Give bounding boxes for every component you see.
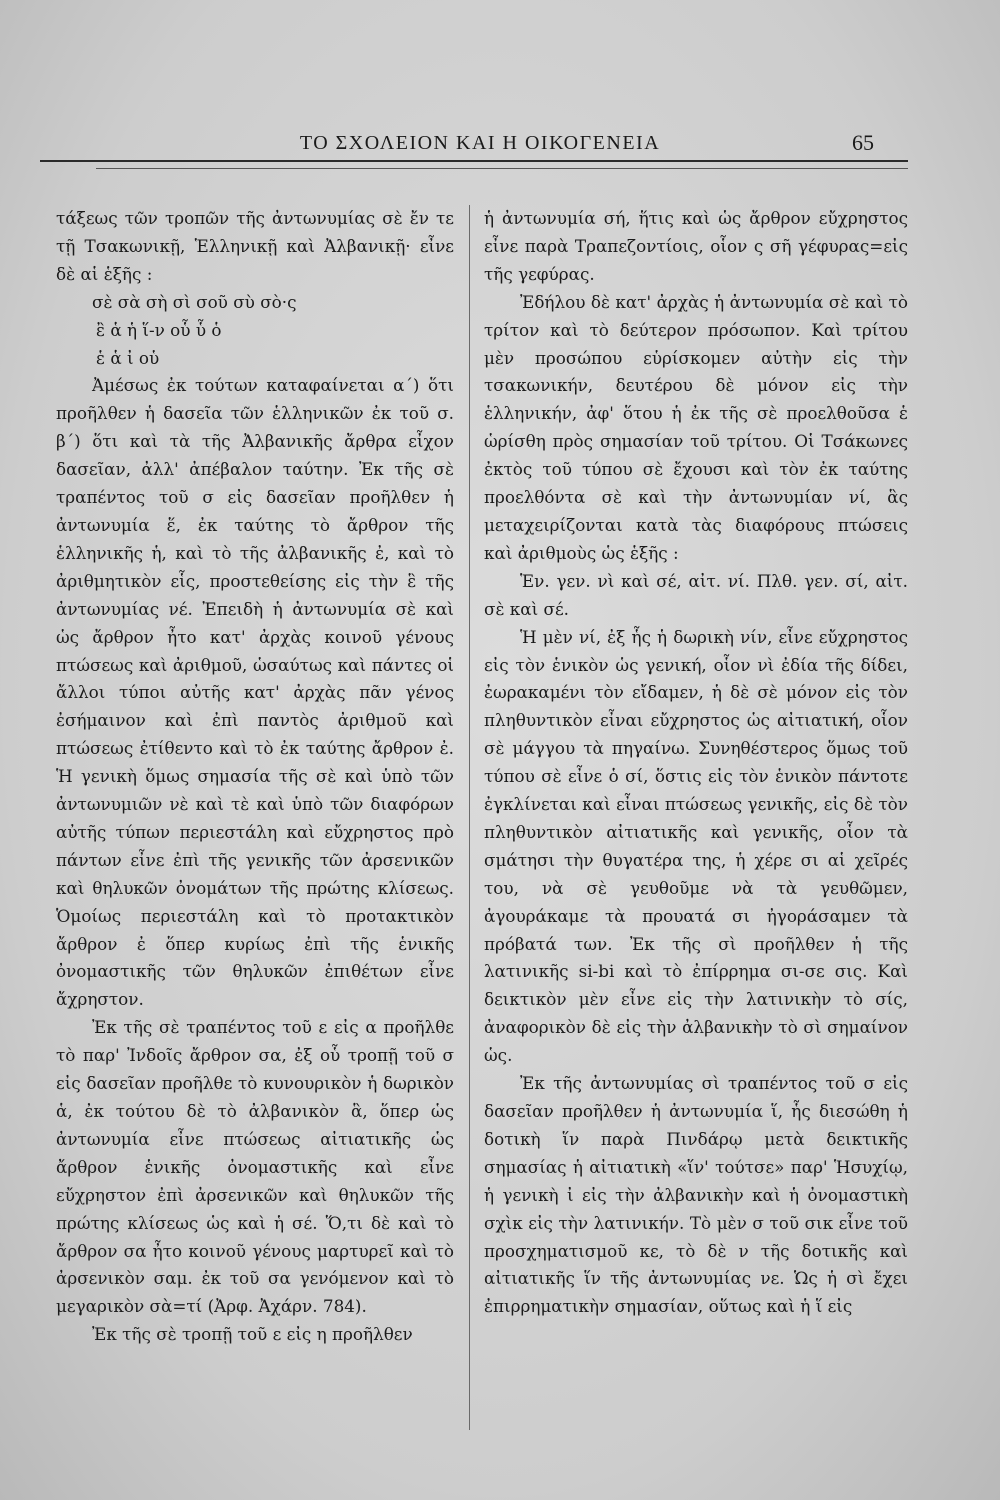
pronoun-paradigm-table (56, 289, 454, 373)
running-title: ΤΟ ΣΧΟΛΕΙΟΝ ΚΑΙ Η ΟΙΚΟΓΕΝΕΙΑ (299, 132, 661, 154)
paradigm-row: σὲ σὰ σὴ σὶ σοῦ σὺ σὸ·ς (92, 291, 297, 312)
paragraph: Ἀμέσως ἐκ τούτων καταφαίνεται α΄) ὅτι προῆλθεν ἡ δασεῖα τῶν ἑλληνικῶν ἐκ τοῦ σ. β΄) ὅτι καὶ τὰ τῆς Ἀλβανικῆς ἄρθρα εἶχον δασεῖαν, ἀλλ' ἀπέβαλον ταύτην. Ἐκ τῆς σὲ τραπέντος τοῦ σ εἰς δασεῖαν προῆλθεν ἡ ἀντωνυμία ἕ, ἐκ ταύτης τὸ ἄρθρον τῆς ἑλληνικῆς ἡ, καὶ τὸ τῆς ἀλβανικῆς ἐ, καὶ τὸ ἀριθμητικὸν εἷς, προστεθείσης εἰς τὴν ἓ τῆς ἀντωνυμίας νέ. Ἐπειδὴ ἡ ἀντωνυμία σὲ καὶ ὡς ἄρθρον ἦτο κατ' ἀρχὰς κοινοῦ γένους πτώσεως καὶ ἀριθμοῦ, ὡσαύτως καὶ πάντες οἱ ἄλλοι τύποι αὐτῆς κατ' ἀρχὰς πᾶν γένος ἐσήμαινον καὶ ἐπὶ παντὸς ἀριθμοῦ καὶ πτώσεως ἐτίθεντο καὶ τὸ ἐκ ταύτης ἄρθρον ἐ. Ἡ γενικὴ ὅμως σημασία τῆς σὲ καὶ ὑπὸ τῶν ἀντωνυμιῶν νὲ καὶ τὲ καὶ ὑπὸ τῶν διαφόρων αὐτῆς τύπων περιεστάλη καὶ εὔχρηστος πρὸ πάντων εἶνε ἐπὶ τῆς γενικῆς τῶν ἀρσενικῶν καὶ θηλυκῶν ὀνομάτων τῆς πρώτης κλίσεως. Ὁμοίως περιεστάλη καὶ τὸ προτακτικὸν ἄρθρον ἐ ὅπερ κυρίως ἐπὶ τῆς ἑνικῆς ὀνομαστικῆς τῶν θηλυκῶν ἐπιθέτων εἶνε ἄχρηστον. (56, 375, 454, 1010)
column-divider (469, 205, 470, 1430)
paragraph: ἡ ἀντωνυμία σή, ἥτις καὶ ὡς ἄρθρον εὔχρηστος εἶνε παρὰ Τραπεζοντίοις, οἷον ς σῆ γέφυρας=εἰς τῆς γεφύρας. (484, 208, 908, 284)
paradigm-row: ἒ ἁ ἡ ἵ-ν οὗ ὗ ὁ (96, 319, 222, 340)
left-column (56, 205, 454, 1349)
header-rule (40, 160, 908, 162)
paragraph: Ἐκ τῆς σὲ τραπέντος τοῦ ε εἰς α προῆλθε τὸ παρ' Ἰνδοῖς ἄρθρον σα, ἐξ οὗ τροπῇ τοῦ σ εἰς δασεῖαν προῆλθε τὸ κυνουρικὸν ἡ δωρικὸν ἁ, ἐκ τούτου δὲ τὸ ἀλβανικὸν ἃ, ὅπερ ὡς ἀντωνυμία εἶνε πτώσεως αἰτιατικῆς ὡς ἄρθρον ἑνικῆς ὀνομαστικῆς καὶ εἶνε εὔχρηστον ἐπὶ ἀρσενικῶν καὶ θηλυκῶν τῆς πρώτης κλίσεως ὡς καὶ ἡ σέ. Ὅ,τι δὲ καὶ τὸ ἄρθρον σα ἦτο κοινοῦ γένους μαρτυρεῖ καὶ τὸ ἀρσενικὸν σαμ. ἐκ τοῦ σα γενόμενον καὶ τὸ μεγαρικὸν σὰ=τί (Ἀρφ. Ἀχάρν. 784). (56, 1017, 454, 1317)
right-column (484, 205, 908, 1321)
paragraph: Ἐδήλου δὲ κατ' ἀρχὰς ἡ ἀντωνυμία σὲ καὶ τὸ τρίτον καὶ τὸ δεύτερον πρόσωπον. Καὶ τρίτου μὲν προσώπου εὑρίσκομεν αὐτὴν εἰς τὴν τσακωνικήν, δευτέρου δὲ μόνον εἰς τὴν ἑλληνικήν, ἀφ' ὅτου ἡ ἐκ τῆς σὲ προελθοῦσα ἑ ὡρίσθη πρὸς σημασίαν τοῦ τρίτου. Οἱ Τσάκωνες ἐκτὸς τοῦ τύπου σὲ ἔχουσι καὶ τὸν ἐκ ταύτης προελθόντα σὲ καὶ τὴν ἀντωνυμίαν νί, ἃς μεταχειρίζονται κατὰ τὰς διαφόρους πτώσεις καὶ ἀριθμοὺς ὡς ἑξῆς : (484, 291, 908, 563)
paradigm-row: ἑ ἁ ἰ οὑ (96, 347, 160, 368)
paragraph: Ἐκ τῆς ἀντωνυμίας σὶ τραπέντος τοῦ σ εἰς δασεῖαν προῆλθεν ἡ ἀντωνυμία ἵ, ἧς διεσώθη ἡ δοτικὴ ἵν παρὰ Πινδάρῳ μετὰ δεικτικῆς σημασίας ἡ αἰτιατικὴ «ἵν' τούτσε» παρ' Ἡσυχίῳ, ἡ γενικὴ ἰ εἰς τὴν ἀλβανικὴν καὶ ἡ ὀνομαστικὴ σχὶκ εἰς τὴν λατινικήν. Τὸ μὲν σ τοῦ σικ εἶνε τοῦ προσχηματισμοῦ κε, τὸ δὲ ν τῆς δοτικῆς καὶ αἰτιατικῆς ἵν τῆς ἀντωνυμίας νε. Ὡς ἡ σὶ ἔχει ἐπιρρηματικὴν σημασίαν, οὕτως καὶ ἡ ἵ εἰς (484, 1073, 908, 1317)
paragraph: Ἐκ τῆς σὲ τροπῇ τοῦ ε εἰς η προῆλθεν (92, 1324, 413, 1345)
page-number: 65 (852, 130, 874, 155)
paragraph: τάξεως τῶν τροπῶν τῆς ἀντωνυμίας σὲ ἔν τε τῇ Τσακωνικῇ, Ἑλληνικῇ καὶ Ἀλβανικῇ· εἶνε δὲ αἱ ἑξῆς : (56, 208, 454, 284)
paragraph: Ἑν. γεν. νὶ καὶ σέ, αἰτ. νί. Πλθ. γεν. σί, αἰτ. σὲ καὶ σέ. (484, 570, 908, 619)
paragraph: Ἡ μὲν νί, ἐξ ἧς ἡ δωρικὴ νίν, εἶνε εὔχρηστος εἰς τὸν ἑνικὸν ὡς γενική, οἷον νὶ ἐδία τῆς δίδει, ἐωρακαμένι τὸν εἴδαμεν, ἡ δὲ σὲ μόνον εἰς τὸν πληθυντικὸν εἶναι εὔχρηστος ὡς αἰτιατική, οἷον σὲ μάγγου τὰ πηγαίνω. Συνηθέστερος ὅμως τοῦ τύπου σὲ εἶνε ὁ σί, ὅστις εἰς τὸν ἑνικὸν πάντοτε ἐγκλίνεται καὶ εἶναι πτώσεως γενικῆς, εἰς δὲ τὸν πληθυντικὸν αἰτιατικῆς καὶ γενικῆς, οἷον τὰ σμάτησι τὴν θυγατέρα της, ἡ χέρε σι αἱ χεῖρές του, νὰ σὲ γευθοῦμε νὰ τὰ γευθῶμεν, ἀγουράκαμε τὰ προυατά σι ἠγοράσαμεν τὰ πρόβατά των. Ἐκ τῆς σὶ προῆλθεν ἡ τῆς λατινικῆς si-bi καὶ τὸ ἐπίρρημα σι-σε σις. Καὶ δεικτικὸν μὲν εἶνε εἰς τὴν λατινικὴν τὸ σίς, ἀναφορικὸν δὲ εἰς τὴν ἀλβανικὴν τὸ σὶ σημαίνον ὡς. (484, 626, 908, 1066)
header-rule-thin (96, 168, 908, 169)
